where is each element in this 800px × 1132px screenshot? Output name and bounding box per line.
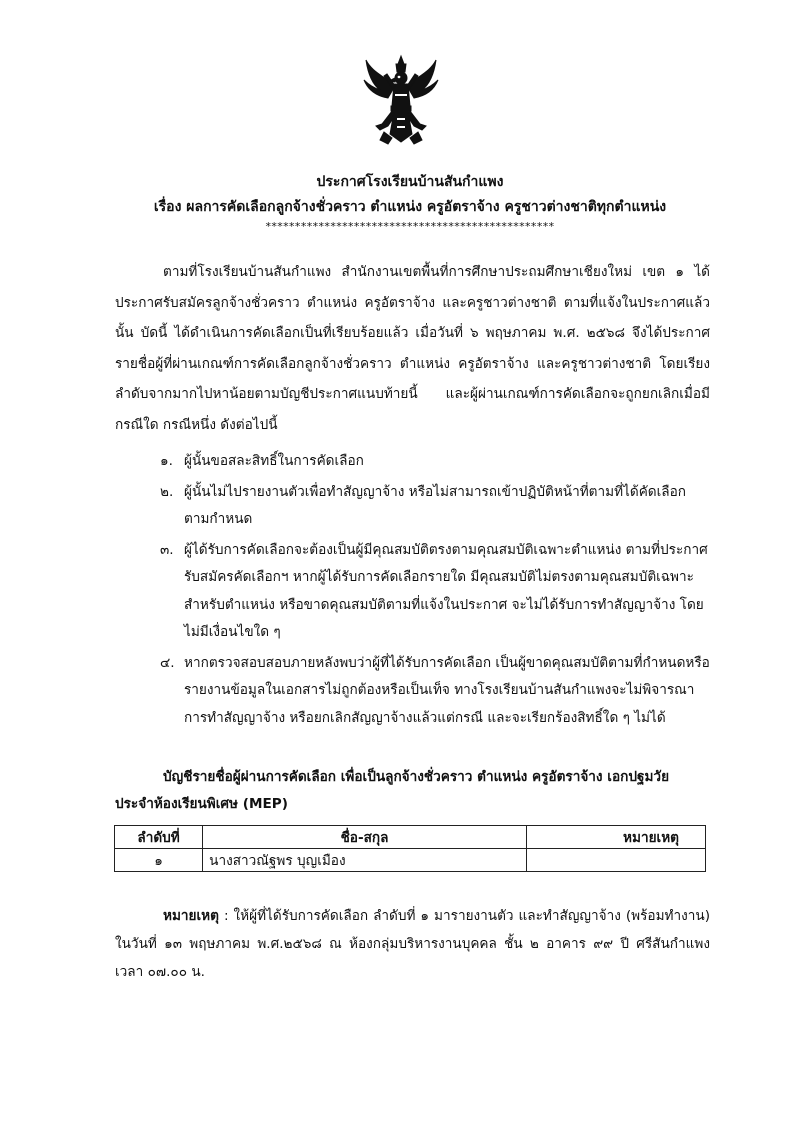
cell-name: นางสาวณัฐพร บุญเมือง bbox=[203, 849, 527, 872]
condition-number: ๔. bbox=[160, 654, 175, 671]
remark-paragraph bbox=[115, 902, 710, 986]
remark-text: : ให้ผู้ที่ได้รับการคัดเลือก ลำดับที่ ๑ มารายงานตัว และทำสัญญาจ้าง (พร้อมทำงาน) ในวันที่ ๑๓ พฤษภาคม พ.ศ.๒๕๖๘ ณ ห้องกลุ่มบริหารงานบุคคล ชั้น ๒ อาคาร ๙๙ ปี ศรีสันกำแพง เวลา ๐๗.๐๐ น. bbox=[115, 908, 710, 980]
cell-order: ๑ bbox=[115, 849, 203, 872]
condition-text: ผู้นั้นขอสละสิทธิ์ในการคัดเลือก bbox=[184, 453, 364, 469]
remark-label: หมายเหตุ bbox=[163, 908, 219, 924]
column-header-order: ลำดับที่ bbox=[115, 826, 203, 849]
condition-number: ๓. bbox=[160, 541, 174, 558]
header bbox=[110, 170, 710, 234]
condition-item bbox=[160, 479, 710, 534]
condition-number: ๑. bbox=[160, 453, 173, 469]
candidate-list-heading bbox=[115, 764, 715, 818]
page-title: ประกาศโรงเรียนบ้านสันกำแพง bbox=[316, 174, 504, 190]
condition-number: ๒. bbox=[160, 483, 174, 500]
conditions-list bbox=[160, 448, 710, 735]
body-paragraph: ตามที่โรงเรียนบ้านสันกำแพง สำนักงานเขตพื้นที่การศึกษาประถมศึกษาเชียงใหม่ เขต ๑ ได้ประกาศรับสมัครลูกจ้างชั่วคราว ตำแหน่ง ครูอัตราจ้าง และครูชาวต่างชาติ ตามที่แจ้งในประกาศแล้วนั้น บัดนี้ ได้ดำเนินการคัดเลือกเป็นที่เรียบร้อยแล้ว เมื่อวันที่ ๖ พฤษภาคม พ.ศ. ๒๕๖๘ จึงได้ประกาศรายชื่อผู้ที่ผ่านเกณฑ์การคัดเลือกลูกจ้างชั่วคราว ตำแหน่ง ครูอัตราจ้าง และครูชาวต่างชาติ โดยเรียงลำดับจากมากไปหาน้อยตามบัญชีประกาศแนบท้ายนี้ และผู้ผ่านเกณฑ์การคัดเลือกจะถูกยกเลิกเมื่อมีกรณีใด กรณีหนึ่ง ดังต่อไปนี้ bbox=[115, 264, 710, 433]
condition-text: หากตรวจสอบสอบภายหลังพบว่าผู้ที่ได้รับการคัดเลือก เป็นผู้ขาดคุณสมบัติตามที่กำหนดหรือรายงานข้อมูลในเอกสารไม่ถูกต้องหรือเป็นเท็จ ทางโรงเรียนบ้านสันกำแพงจะไม่พิจารณา การทำสัญญาจ้าง หรือยกเลิกสัญญาจ้างแล้วแต่กรณี และจะเรียกร้องสิทธิ์ใด ๆ ไม่ได้ bbox=[184, 654, 710, 726]
list-heading-line2: ประจำห้องเรียนพิเศษ (MEP) bbox=[115, 796, 288, 812]
list-heading-line1: บัญชีรายชื่อผู้ผ่านการคัดเลือก เพื่อเป็นลูกจ้างชั่วคราว ตำแหน่ง ครูอัตราจ้าง เอกปฐมวัย bbox=[163, 769, 670, 785]
page-subject: เรื่อง ผลการคัดเลือกลูกจ้างชั่วคราว ตำแหน่ง ครูอัตราจ้าง ครูชาวต่างชาติทุกตำแหน่ง bbox=[153, 199, 667, 215]
table-header-row bbox=[115, 826, 706, 849]
column-header-note: หมายเหตุ bbox=[526, 826, 705, 849]
table-row bbox=[115, 849, 706, 872]
condition-item bbox=[160, 650, 710, 733]
column-header-name: ชื่อ-สกุล bbox=[203, 826, 527, 849]
condition-item bbox=[160, 537, 710, 647]
divider: ************************************************* bbox=[265, 220, 555, 233]
condition-item bbox=[160, 448, 710, 476]
condition-text: ผู้ได้รับการคัดเลือกจะต้องเป็นผู้มีคุณสมบัติตรงตามคุณสมบัติเฉพาะตำแหน่ง ตามที่ประกาศรับสมัครคัดเลือกฯ หากผู้ได้รับการคัดเลือกรายใด มีคุณสมบัติไม่ตรงตามคุณสมบัติเฉพาะสำหรับตำแหน่ง หรือขาดคุณสมบัติตามที่แจ้งในประกาศ จะไม่ได้รับการทำสัญญาจ้าง โดยไม่มีเงื่อนไขใด ๆ bbox=[184, 541, 708, 640]
candidate-table bbox=[114, 825, 706, 872]
garuda-emblem-icon bbox=[362, 54, 440, 146]
condition-text: ผู้นั้นไม่ไปรายงานตัวเพื่อทำสัญญาจ้าง หรือไม่สามารถเข้าปฏิบัติหน้าที่ตามที่ได้คัดเลือกตามกำหนด bbox=[184, 483, 687, 527]
cell-note bbox=[526, 849, 705, 872]
